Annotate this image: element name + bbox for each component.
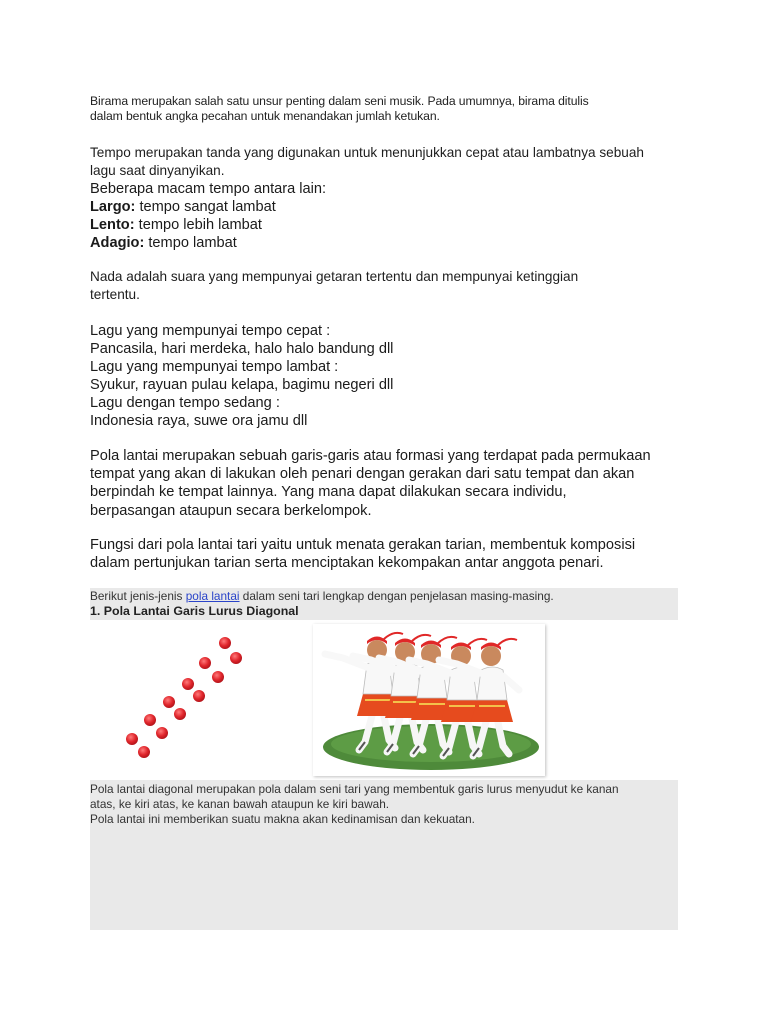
floor-dot [126, 733, 138, 745]
text-line: Pancasila, hari merdeka, halo halo bandung dll [90, 341, 394, 357]
text-line: Lagu dengan tempo sedang : [90, 395, 280, 411]
section-intro [90, 589, 554, 604]
text-line: lagu saat dinyanyikan. [90, 162, 225, 178]
text-line: berpasangan ataupun secara berkelompok. [90, 502, 372, 519]
diagonal-dots-image [92, 626, 306, 774]
text-line: Pola lantai diagonal merupakan pola dalam seni tari yang membentuk garis lurus menyudut ke kanan [90, 782, 619, 796]
pola-lantai-link[interactable]: pola lantai [185, 589, 240, 603]
text-line: Lagu yang mempunyai tempo lambat : [90, 359, 339, 375]
text-line: tertentu. [90, 286, 140, 302]
floor-dot [193, 690, 205, 702]
nada-paragraph [90, 268, 578, 303]
pola-paragraph [90, 447, 651, 520]
intro-text: Berikut jenis-jenis [90, 589, 186, 603]
tempo-item [90, 216, 326, 234]
text-line: Pola lantai ini memberikan suatu makna akan kedinamisan dan kekuatan. [90, 812, 475, 826]
tempo-paragraph [90, 144, 644, 179]
tempo-item [90, 198, 326, 216]
text-line: dalam pertunjukan tarian serta menciptakan kekompakan antar anggota penari. [90, 555, 604, 572]
section-description [90, 782, 619, 827]
dancers-figure [313, 624, 545, 776]
tempo-item [90, 234, 326, 252]
text-line: tempat yang akan di lakukan oleh penari dengan gerakan dari satu tempat dan akan [90, 466, 635, 483]
text-line: Tempo merupakan tanda yang digunakan untuk menunjukkan cepat atau lambatnya sebuah [90, 145, 644, 160]
floor-dot [182, 678, 194, 690]
text-line: Lagu yang mempunyai tempo cepat : [90, 323, 331, 339]
text-line: dalam bentuk angka pecahan untuk menandakan jumlah ketukan. [90, 109, 440, 123]
text-line: berpindah ke tempat lainnya. Yang mana dapat dilakukan secara individu, [90, 484, 567, 501]
tempo-desc: tempo lebih lambat [134, 217, 262, 233]
intro-text: dalam seni tari lengkap dengan penjelasan masing-masing. [239, 589, 554, 603]
dancers-illustration [313, 624, 545, 776]
floor-dot [219, 637, 231, 649]
floor-dot [212, 671, 224, 683]
tempo-term: Largo: [90, 199, 136, 215]
text-line: Nada adalah suara yang mempunyai getaran tertentu dan mempunyai ketinggian [90, 269, 579, 284]
lagu-list [90, 322, 393, 430]
birama-paragraph [90, 94, 589, 124]
section-heading: 1. Pola Lantai Garis Lurus Diagonal [90, 604, 299, 618]
diagonal-dots-figure [92, 626, 306, 774]
tempo-intro: Beberapa macam tempo antara lain: [90, 181, 327, 197]
text-line: Birama merupakan salah satu unsur penting dalam seni musik. Pada umumnya, birama ditulis [90, 94, 589, 108]
tempo-desc: tempo lambat [144, 235, 237, 251]
tempo-desc: tempo sangat lambat [135, 199, 276, 215]
tempo-list [90, 180, 326, 252]
floor-dot [138, 746, 150, 758]
text-line: Indonesia raya, suwe ora jamu dll [90, 413, 308, 429]
tempo-term: Lento: [90, 217, 135, 233]
text-line: Fungsi dari pola lantai tari yaitu untuk menata gerakan tarian, membentuk komposisi [90, 537, 636, 553]
floor-dot [144, 714, 156, 726]
floor-dot [174, 708, 186, 720]
floor-dot [199, 657, 211, 669]
floor-dot [156, 727, 168, 739]
floor-dot [163, 696, 175, 708]
text-line: Syukur, rayuan pulau kelapa, bagimu negeri dll [90, 377, 394, 393]
fungsi-paragraph [90, 536, 635, 572]
tempo-term: Adagio: [90, 235, 145, 251]
floor-dot [230, 652, 242, 664]
text-line: atas, ke kiri atas, ke kanan bawah ataupun ke kiri bawah. [90, 797, 390, 811]
text-line: Pola lantai merupakan sebuah garis-garis atau formasi yang terdapat pada permukaan [90, 448, 651, 464]
